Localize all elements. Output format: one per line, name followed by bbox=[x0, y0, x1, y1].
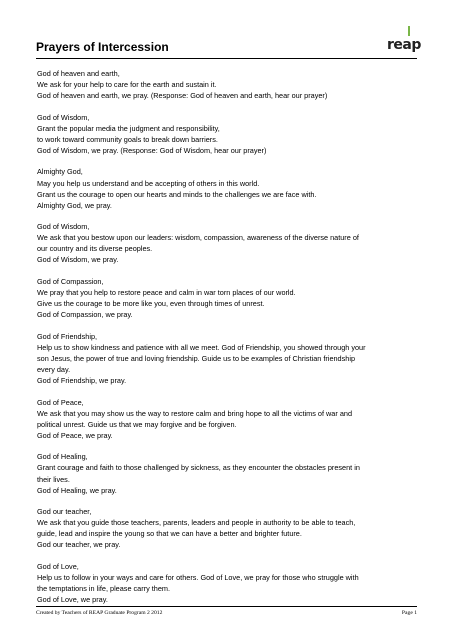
prayer-paragraph bbox=[37, 276, 421, 320]
prayer-line: God of Wisdom, bbox=[37, 222, 90, 232]
prayer-line: We ask that you bestow upon our leaders: wisdom, compassion, awareness of the diverse nature of bbox=[37, 233, 359, 243]
prayer-line: God of Wisdom, bbox=[37, 112, 90, 122]
prayer-line: the temptations in life, please carry them. bbox=[37, 584, 171, 594]
prayer-line: political unrest. Guide us that we may forgive and be forgiven. bbox=[37, 419, 237, 429]
reap-logo bbox=[387, 26, 421, 53]
prayer-line: Almighty God, bbox=[37, 167, 83, 177]
prayer-line: God of Friendship, we pray. bbox=[37, 376, 127, 386]
prayer-line: Help us to follow in your ways and care for others. God of Love, we pray for those who struggle with bbox=[37, 572, 359, 582]
prayer-line: God our teacher, we pray. bbox=[37, 540, 121, 550]
prayer-paragraph bbox=[37, 451, 421, 495]
footer-credit: Created by Teachers of REAP Graduate Program 2 2012 bbox=[36, 610, 163, 616]
prayer-line: God of Peace, we pray. bbox=[37, 430, 113, 440]
logo-text: reap bbox=[387, 37, 421, 53]
prayer-line: God our teacher, bbox=[37, 507, 92, 517]
prayer-line: Grant the popular media the judgment and responsibility, bbox=[37, 123, 220, 133]
prayer-line: God of Love, bbox=[37, 561, 79, 571]
prayer-line: God of heaven and earth, bbox=[37, 69, 120, 78]
prayer-line: God of Healing, we pray. bbox=[37, 485, 117, 495]
prayer-line: son Jesus, the power of true and loving friendship. Guide us to be examples of Christian friendship bbox=[37, 353, 355, 363]
prayer-line: every day. bbox=[37, 365, 71, 375]
prayer-line: God of Compassion, we pray. bbox=[37, 310, 133, 320]
prayer-line: God of Healing, bbox=[37, 452, 88, 462]
prayer-line: Grant us the courage to open our hearts and minds to the challenges we are face with. bbox=[37, 189, 317, 199]
page-number: Page 1 bbox=[401, 610, 417, 616]
prayer-line: God of Wisdom, we pray. bbox=[37, 255, 119, 265]
prayer-line: Grant courage and faith to those challenged by sickness, as they encounter the obstacles present in bbox=[37, 463, 360, 473]
prayer-line: God of Peace, bbox=[37, 397, 84, 407]
prayer-list bbox=[37, 68, 421, 616]
prayer-line: Help us to show kindness and patience with all we meet. God of Friendship, you showed through your bbox=[37, 342, 366, 352]
prayer-line: to work toward community goals to break down barriers. bbox=[37, 134, 218, 144]
prayer-paragraph bbox=[37, 112, 421, 156]
prayer-paragraph bbox=[37, 221, 421, 265]
prayer-line: guide, lead and inspire the young so that we can have a better and brighter future. bbox=[37, 529, 302, 539]
prayer-line: God of heaven and earth, we pray. (Response: God of heaven and earth, hear our prayer) bbox=[37, 91, 328, 101]
prayer-paragraph bbox=[37, 68, 421, 101]
page-footer bbox=[36, 606, 417, 616]
prayer-line: We ask for your help to care for the earth and sustain it. bbox=[37, 80, 217, 90]
prayer-line: God of Friendship, bbox=[37, 331, 98, 341]
prayer-line: We ask that you may show us the way to restore calm and bring hope to all the victims of war and bbox=[37, 408, 352, 418]
prayer-line: God of Wisdom, we pray. (Response: God of Wisdom, hear our prayer) bbox=[37, 145, 267, 155]
prayer-paragraph bbox=[37, 166, 421, 210]
prayer-paragraph bbox=[37, 331, 421, 386]
prayer-line: May you help us understand and be accepting of others in this world. bbox=[37, 178, 260, 188]
logo-accent-mark bbox=[408, 26, 416, 36]
prayer-line: God of Love, we pray. bbox=[37, 595, 108, 605]
page-title: Prayers of Intercession bbox=[36, 40, 169, 54]
prayer-line: We ask that you guide those teachers, parents, leaders and people in authority to be able to teach, bbox=[37, 518, 356, 528]
page-header bbox=[36, 26, 421, 59]
prayer-paragraph bbox=[37, 397, 421, 441]
prayer-line: Almighty God, we pray. bbox=[37, 200, 112, 210]
prayer-paragraph bbox=[37, 561, 421, 605]
prayer-line: We pray that you help to restore peace and calm in war torn places of our world. bbox=[37, 288, 296, 298]
prayer-line: God of Compassion, bbox=[37, 276, 104, 286]
prayer-line: our country and its diverse peoples. bbox=[37, 244, 153, 254]
prayer-line: their lives. bbox=[37, 474, 70, 484]
prayer-line: Give us the courage to be more like you, even through times of unrest. bbox=[37, 299, 265, 309]
prayer-paragraph bbox=[37, 506, 421, 550]
